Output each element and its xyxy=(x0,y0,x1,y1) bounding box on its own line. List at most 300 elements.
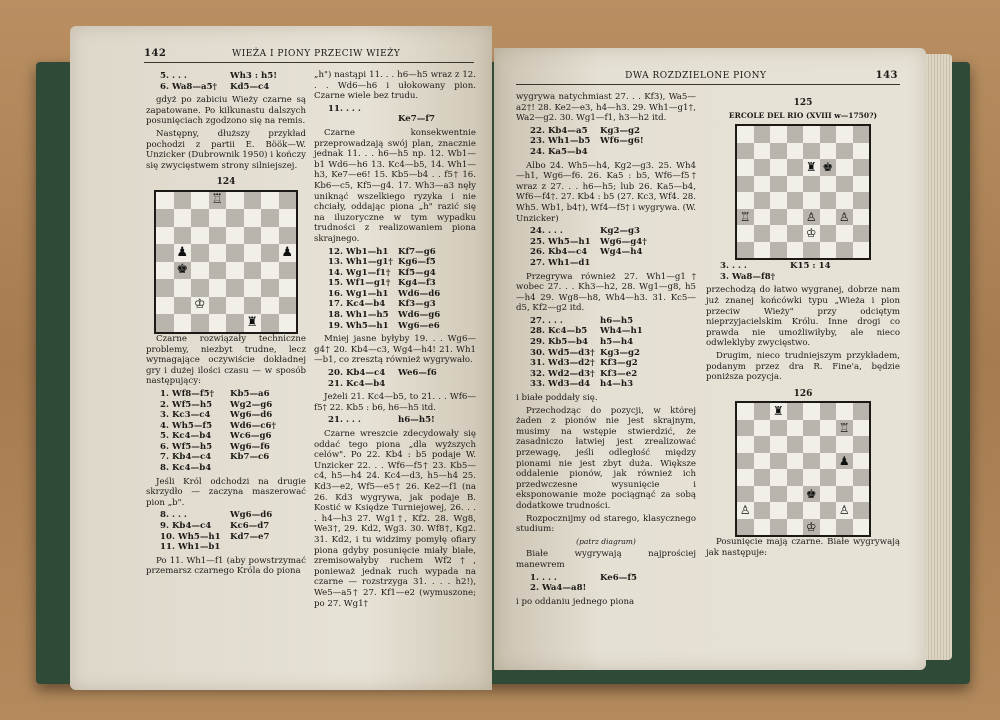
move-black: h6—h5 xyxy=(600,315,634,326)
chess-piece-icon: ♚ xyxy=(176,262,189,278)
board-square xyxy=(853,436,870,453)
board-square xyxy=(737,126,754,143)
board-square xyxy=(737,486,754,503)
board-square xyxy=(820,225,837,242)
board-square xyxy=(836,192,853,209)
move-white: 31. Wd3—d2† xyxy=(530,358,595,369)
right-column-1 xyxy=(516,92,696,609)
paragraph: Posunięcie mają czarne. Białe wygrywają jak następuje: xyxy=(706,537,900,558)
move-row xyxy=(530,583,696,594)
chess-piece-icon: ♔ xyxy=(805,226,817,241)
paragraph: Albo 24. Wh5—h4, Kg2—g3. 25. Wh4—h1, Wg6—f6. 26. Ka5 : b5, Wf6—f5† wraz z 27. . . h6—h5; lub 26. Ka5—b4, Wf6—f4†. 27. Kb4 : b5 (27. Kc3, Wf4. 28. Wh5. Wb1, b4†), Wf4—f5† i wygrywa. (W. Unzicker) xyxy=(516,160,696,224)
chess-piece-icon: ♙ xyxy=(838,209,850,224)
board-square xyxy=(261,297,279,315)
board-square xyxy=(853,159,870,176)
board-square xyxy=(803,486,820,503)
move-row xyxy=(530,379,696,390)
chess-piece-icon: ♔ xyxy=(805,519,817,534)
board-square xyxy=(754,519,771,536)
move-white: 4. Wh5—f5 xyxy=(160,420,213,431)
running-head-left xyxy=(144,48,466,59)
board-square xyxy=(244,262,262,280)
move-black: Wd6—c6† xyxy=(230,420,276,431)
move-black: Kg3—g2 xyxy=(600,347,641,358)
board-square xyxy=(279,297,297,315)
chess-piece-icon: ♙ xyxy=(805,209,817,224)
move-white: 14. Wg1—f1† xyxy=(328,267,391,278)
board-square xyxy=(853,486,870,503)
board-square xyxy=(836,126,853,143)
move-row xyxy=(530,247,696,258)
move-black: Wf6—g6! xyxy=(600,136,644,147)
chess-piece-icon: ♚ xyxy=(822,160,834,175)
left-page xyxy=(70,26,492,690)
move-black: Wg6—g4† xyxy=(600,236,647,247)
board-square xyxy=(244,314,262,332)
left-column-1 xyxy=(146,70,306,579)
move-black: We6—f6 xyxy=(398,368,437,379)
board-square xyxy=(191,297,209,315)
move-row xyxy=(160,82,306,93)
move-white: 15. Wf1—g1† xyxy=(328,278,391,289)
board-square xyxy=(754,453,771,470)
board-square xyxy=(174,297,192,315)
board-square xyxy=(226,279,244,297)
move-white: 28. Kc4—b5 xyxy=(530,326,588,337)
page-number-left: 142 xyxy=(144,48,167,59)
board-square xyxy=(770,225,787,242)
chess-piece-icon: ♜ xyxy=(805,160,817,175)
board-square xyxy=(836,403,853,420)
move-black: Kc6—d7 xyxy=(230,521,270,532)
board-square xyxy=(853,453,870,470)
move-white: 19. Wh5—h1 xyxy=(328,320,389,331)
board-square xyxy=(244,244,262,262)
board-square xyxy=(226,244,244,262)
move-white: 21. Kc4—b4 xyxy=(328,378,386,389)
paragraph: Jeśli Król odchodzi na drugie skrzydło — zaczyna maszerować pion „b". xyxy=(146,476,306,508)
board-square xyxy=(754,225,771,242)
board-square xyxy=(261,279,279,297)
board-square xyxy=(191,244,209,262)
left-column-2 xyxy=(314,70,476,611)
chess-piece-icon: ♖ xyxy=(739,209,751,224)
board-square xyxy=(820,159,837,176)
chess-board xyxy=(735,124,871,260)
move-white: 13. Wh1—g1† xyxy=(328,257,393,268)
board-square xyxy=(737,469,754,486)
board-square xyxy=(754,242,771,259)
move-row xyxy=(160,389,306,400)
move-white: 1. Wf8—f5† xyxy=(160,388,215,399)
board-square xyxy=(787,176,804,193)
board-square xyxy=(770,126,787,143)
move-row xyxy=(160,410,306,421)
board-square xyxy=(279,244,297,262)
board-square xyxy=(787,242,804,259)
board-square xyxy=(803,453,820,470)
board-square xyxy=(770,403,787,420)
board-square xyxy=(836,453,853,470)
board-square xyxy=(836,242,853,259)
board-square xyxy=(803,209,820,226)
board-square xyxy=(754,469,771,486)
move-white: 2. Wf5—h5 xyxy=(160,399,213,410)
board-square xyxy=(191,192,209,210)
move-list xyxy=(160,71,306,92)
board-square xyxy=(244,209,262,227)
move-white: 1. . . . xyxy=(530,572,557,583)
move-white: 5. . . . xyxy=(160,71,187,81)
board-square xyxy=(770,209,787,226)
paragraph: Przegrywa również 27. Wh1—g1† wobec 27. . . Kh3—h2, 28. Wg1—g8, h5—h4 29. Wg8—h8, Wh4—h3. 31. Kc5—d5, Kf2—g2 itd. xyxy=(516,271,696,314)
board-square xyxy=(787,502,804,519)
board-square xyxy=(244,227,262,245)
board-square xyxy=(191,209,209,227)
move-white: 22. Kb4—a5 xyxy=(530,125,588,136)
paragraph: Po 11. Wh1—f1 (aby powstrzymać przemarsz czarnego Króla do piona xyxy=(146,555,306,577)
move-row xyxy=(328,310,476,321)
board-square xyxy=(279,192,297,210)
board-square xyxy=(754,436,771,453)
paragraph: wygrywa natychmiast 27. . . Kf3), Wa5—a2†! 28. Ke2—e3, h4—h3. 29. Wh1—g1†, Wa2—g2. 30. Wg1—f1, h3—h2 itd. xyxy=(516,92,696,124)
header-rule-right xyxy=(516,84,900,85)
move-white: 8. . . . xyxy=(160,510,187,521)
board-square xyxy=(754,502,771,519)
move-white: 24. . . . xyxy=(530,226,563,237)
chess-board xyxy=(735,401,871,537)
move-list xyxy=(530,573,696,594)
board-square xyxy=(226,297,244,315)
board-square xyxy=(787,225,804,242)
board-square xyxy=(787,420,804,437)
diagram-number: 125 xyxy=(793,98,813,108)
board-square xyxy=(836,486,853,503)
move-black: Kf5—g4 xyxy=(398,267,436,278)
board-square xyxy=(787,143,804,160)
paragraph: przechodzą do łatwo wygranej, dobrze nam już znanej końcówki typu „Wieża i pion przeciw Wieży" przy odciętym nieprzyjacielskim Królu. Inne drogi co prawda nie umożliwiłyby, ale nieco odwleklyby zwycięstwo. xyxy=(706,285,900,349)
board-square xyxy=(174,314,192,332)
paragraph: Następny, dłuższy przykład pochodzi z partii E. Böök—W. Unzicker (Dubrownik 1950) i kończy się zwycięstwem strony silniejszej. xyxy=(146,128,306,171)
move-white: 27. Wh1—d1 xyxy=(530,257,591,268)
board-square xyxy=(836,502,853,519)
paragraph: Jeżeli 21. Kc4—b5, to 21. . . Wf6—f5† 22. Kb5 : b6, h6—h5 itd. xyxy=(314,392,476,413)
move-black: K15 : 14 xyxy=(790,261,831,272)
chess-piece-icon: ♔ xyxy=(193,297,206,313)
move-row xyxy=(160,542,306,553)
move-list xyxy=(530,126,696,158)
move-white: 6. Wf5—h5 xyxy=(160,441,213,452)
move-row xyxy=(530,126,696,137)
paragraph: Drugim, nieco trudniejszym przykładem, podanym przez dra R. Fine'a, będzie poniższa pozycja. xyxy=(706,350,900,383)
move-white: 3. Kc3—c4 xyxy=(160,410,211,421)
board-square xyxy=(770,502,787,519)
paragraph: gdyż po zabiciu Wieży czarne są zapatowane. Po kilkunastu dalszych posunięciach zgodzono się na remis. xyxy=(146,95,306,127)
chess-piece-icon: ♚ xyxy=(805,486,817,501)
running-title-right: DWA ROZDZIELONE PIONY xyxy=(625,71,767,81)
move-white: 8. Kc4—b4 xyxy=(160,463,212,474)
move-white: 18. Wh1—h5 xyxy=(328,310,389,321)
move-black: h5—h4 xyxy=(600,337,634,348)
board-square xyxy=(836,225,853,242)
board-square xyxy=(820,486,837,503)
board-square xyxy=(770,469,787,486)
move-white xyxy=(328,114,398,125)
diagram-number: 124 xyxy=(216,177,236,188)
board-square xyxy=(279,227,297,245)
board-square xyxy=(191,314,209,332)
page-edges xyxy=(926,54,952,660)
move-row xyxy=(328,104,476,115)
move-white: 3. . . . xyxy=(720,261,747,272)
board-square xyxy=(279,209,297,227)
board-square xyxy=(156,314,174,332)
move-row xyxy=(530,237,696,248)
move-black: Kg3—g2 xyxy=(600,125,641,136)
move-white: 24. Ka5—b4 xyxy=(530,146,588,157)
board-square xyxy=(244,279,262,297)
chess-piece-icon: ♟ xyxy=(838,453,850,468)
board-square xyxy=(820,242,837,259)
board-square xyxy=(737,502,754,519)
move-black: Wg4—h4 xyxy=(600,247,643,258)
board-square xyxy=(820,176,837,193)
board-square xyxy=(174,227,192,245)
board-square xyxy=(853,469,870,486)
paragraph: Białe wygrywają najprościej manewrem xyxy=(516,549,696,570)
board-square xyxy=(209,279,227,297)
move-row xyxy=(530,337,696,348)
move-row xyxy=(720,272,900,283)
move-list xyxy=(160,510,306,552)
move-black: Wd6—d6 xyxy=(398,288,441,299)
board-square xyxy=(853,192,870,209)
board-square xyxy=(156,227,174,245)
board-square xyxy=(261,227,279,245)
move-black: Wg6—f6 xyxy=(230,441,270,452)
board-square xyxy=(787,209,804,226)
move-white: 33. Wd3—d4 xyxy=(530,379,591,390)
board-square xyxy=(836,436,853,453)
board-square xyxy=(156,244,174,262)
board-square xyxy=(754,159,771,176)
board-square xyxy=(209,227,227,245)
move-list xyxy=(720,261,900,282)
paragraph: Czarne wreszcie zdecydowały się oddać tego piona „dla wyższych celów". Po 22. Kb4 : b5 podaje W. Unzicker 22. . . Wf6—f5† 23. Kb5—c4, h5—h4 24. Kc4—d3, h5—h4 25. Kd3—e2, Wf5—e5† 26. Ke2—f1 (na 26. Kd3 wygrywa, jak podaje B. Kostić w Księdze Turniejowej, 26. . . . h4—h3 27. Wg1†, Kf2. 28. Wg8, We3†, 29. Kd2, Wg3. 30. Wf8†, Kg2. 31. Kd2, i tu widzimy pomyłę ofiary piona gdyby posunięcie miały białe, zremisowałyby ruchem Wf2†, ponieważ jednak ruch wypada na czarne — rozstrzyga 31. . . . h2!), We5—a5† 27. Kf1—e2 (wymuszone; po 27. Wg1† xyxy=(314,429,476,609)
move-row xyxy=(530,226,696,237)
move-row xyxy=(530,316,696,327)
board-square xyxy=(853,176,870,193)
board-square xyxy=(209,192,227,210)
board-square xyxy=(836,176,853,193)
board-square xyxy=(156,279,174,297)
board-square xyxy=(820,209,837,226)
move-row xyxy=(720,261,900,272)
board-square xyxy=(737,159,754,176)
board-square xyxy=(770,420,787,437)
board-square xyxy=(770,242,787,259)
board-square xyxy=(191,262,209,280)
board-square xyxy=(853,143,870,160)
move-list xyxy=(328,104,476,125)
board-square xyxy=(836,469,853,486)
move-row xyxy=(530,136,696,147)
move-list xyxy=(328,247,476,332)
board-square xyxy=(156,209,174,227)
board-square xyxy=(261,192,279,210)
move-black: Kf7—g6 xyxy=(398,246,436,257)
board-square xyxy=(803,403,820,420)
move-black: Kd7—e7 xyxy=(230,531,270,542)
board-square xyxy=(156,262,174,280)
move-white: 5. Kc4—b4 xyxy=(160,431,212,442)
board-square xyxy=(787,192,804,209)
paragraph: i białe poddały się. xyxy=(516,393,598,404)
move-white: 16. Wg1—h1 xyxy=(328,288,389,299)
move-white: 12. Wb1—h1 xyxy=(328,246,389,257)
move-black: Ke7—f7 xyxy=(398,114,435,125)
diagram-124 xyxy=(146,177,306,334)
board-square xyxy=(770,176,787,193)
board-square xyxy=(770,453,787,470)
move-black: Kg2—g3 xyxy=(600,226,641,237)
board-square xyxy=(737,225,754,242)
diagram-125 xyxy=(706,98,900,260)
paragraph: Mniej jasne byłyby 19. . . Wg6—g4† 20. Kb4—c3, Wg4—h4! 21. Wh1—b1, co zresztą również wygrywało. xyxy=(314,334,476,366)
move-black: Ke6—f5 xyxy=(600,572,637,583)
move-row xyxy=(160,442,306,453)
board-square xyxy=(737,209,754,226)
board-square xyxy=(803,436,820,453)
board-square xyxy=(803,469,820,486)
move-white: 23. Wh1—b5 xyxy=(530,136,591,147)
board-square xyxy=(787,486,804,503)
move-row xyxy=(328,321,476,332)
board-square xyxy=(754,209,771,226)
move-white: 9. Kb4—c4 xyxy=(160,521,212,532)
move-black: Wh4—h1 xyxy=(600,326,643,337)
chess-board xyxy=(154,190,298,334)
board-square xyxy=(770,486,787,503)
board-square xyxy=(770,519,787,536)
board-square xyxy=(853,519,870,536)
board-square xyxy=(836,159,853,176)
board-square xyxy=(820,453,837,470)
board-square xyxy=(261,262,279,280)
board-square xyxy=(803,159,820,176)
board-square xyxy=(770,436,787,453)
board-square xyxy=(209,297,227,315)
move-white: 32. Wd2—d3† xyxy=(530,368,595,379)
move-white: 10. Wh5—h1 xyxy=(160,531,221,542)
board-square xyxy=(754,176,771,193)
move-white: 11. Wh1—b1 xyxy=(160,542,221,553)
board-square xyxy=(853,403,870,420)
board-square xyxy=(853,126,870,143)
board-square xyxy=(803,502,820,519)
running-title-left: WIEŻA I PIONY PRZECIW WIEŻY xyxy=(232,49,401,59)
board-square xyxy=(787,126,804,143)
board-square xyxy=(226,227,244,245)
board-square xyxy=(853,420,870,437)
board-square xyxy=(279,279,297,297)
move-list xyxy=(328,368,476,389)
board-square xyxy=(787,403,804,420)
move-white: 29. Kb5—b4 xyxy=(530,337,588,348)
move-row xyxy=(328,289,476,300)
page-number-right: 143 xyxy=(875,70,898,81)
board-square xyxy=(754,143,771,160)
move-row xyxy=(530,348,696,359)
board-square xyxy=(820,420,837,437)
chess-piece-icon: ♟ xyxy=(281,244,294,260)
move-row xyxy=(328,278,476,289)
board-square xyxy=(191,227,209,245)
chess-piece-icon: ♜ xyxy=(772,404,784,419)
board-square xyxy=(754,126,771,143)
board-square xyxy=(261,209,279,227)
paragraph: Przechodząc do pozycji, w której żaden z pionów nie jest skrajnym, musimy na wstępie stwierdzić, że zasadniczo łatwiej jest zrealizować przewagę, jeśli odległość między pionami nie jest zbyt duża. Większe oddalenie pionów, jak również ich przedwczesne wysunięcie i eksponowanie może pociągnąć za sobą dodatkowe trudności. xyxy=(516,405,696,511)
move-list xyxy=(530,316,696,390)
diagram-126 xyxy=(706,389,900,538)
board-square xyxy=(226,192,244,210)
board-square xyxy=(853,225,870,242)
board-square xyxy=(803,143,820,160)
board-square xyxy=(737,192,754,209)
move-row xyxy=(530,358,696,369)
board-square xyxy=(737,403,754,420)
board-square xyxy=(820,469,837,486)
move-row xyxy=(530,573,696,584)
board-square xyxy=(737,176,754,193)
move-black: h4—h3 xyxy=(600,379,634,390)
board-square xyxy=(787,436,804,453)
move-white: 26. Kb4—c4 xyxy=(530,247,588,258)
move-black: Kf3—g2 xyxy=(600,358,638,369)
move-row xyxy=(160,510,306,521)
diagram-caption: ERCOLE DEL RIO (XVIII w—1750?) xyxy=(728,110,878,120)
move-list xyxy=(160,389,306,474)
paragraph: Rozpocznijmy od starego, klasycznego studium: xyxy=(516,513,696,535)
move-black: Wc6—g6 xyxy=(230,431,272,442)
move-black: Wg2—g6 xyxy=(230,399,273,410)
move-row xyxy=(328,247,476,258)
paragraph: Czarne konsekwentnie przeprowadzają swój plan, znacznie jednak 11. . . h6—h5 np. 12. Wb1—b1 Wd6—h6 13. Kc4—b5, 14. Wh1—h3, Ke7—e6! 15. Kb5—b4 . . f5† 16. Kb6—c5, Kf5—g4. 17. Wh3—a3 nęły uniknąć wszelkiego ryzyka i nie chciały, oddając piona „h" razić się na iluzoryczne w tym wypadku trudności z realizowaniem piona skrajnego. xyxy=(314,127,476,244)
board-square xyxy=(737,420,754,437)
board-square xyxy=(853,209,870,226)
move-white: 7. Kb4—c4 xyxy=(160,452,212,463)
chess-piece-icon: ♖ xyxy=(838,420,850,435)
board-square xyxy=(226,209,244,227)
board-square xyxy=(226,314,244,332)
board-square xyxy=(174,262,192,280)
paragraph: i po oddaniu jednego piona xyxy=(516,596,635,607)
board-square xyxy=(770,192,787,209)
diagram-number: 126 xyxy=(793,388,813,399)
move-row xyxy=(328,114,476,125)
move-row xyxy=(530,326,696,337)
move-list xyxy=(530,226,696,268)
chess-piece-icon: ♖ xyxy=(211,192,224,208)
chess-piece-icon: ♜ xyxy=(246,314,259,330)
move-row xyxy=(160,71,306,82)
board-square xyxy=(770,159,787,176)
move-black: Kf3—g3 xyxy=(398,299,436,310)
board-square xyxy=(853,242,870,259)
move-white: 25. Wh5—h1 xyxy=(530,236,591,247)
board-square xyxy=(174,279,192,297)
move-white: 11. . . . xyxy=(328,103,361,114)
